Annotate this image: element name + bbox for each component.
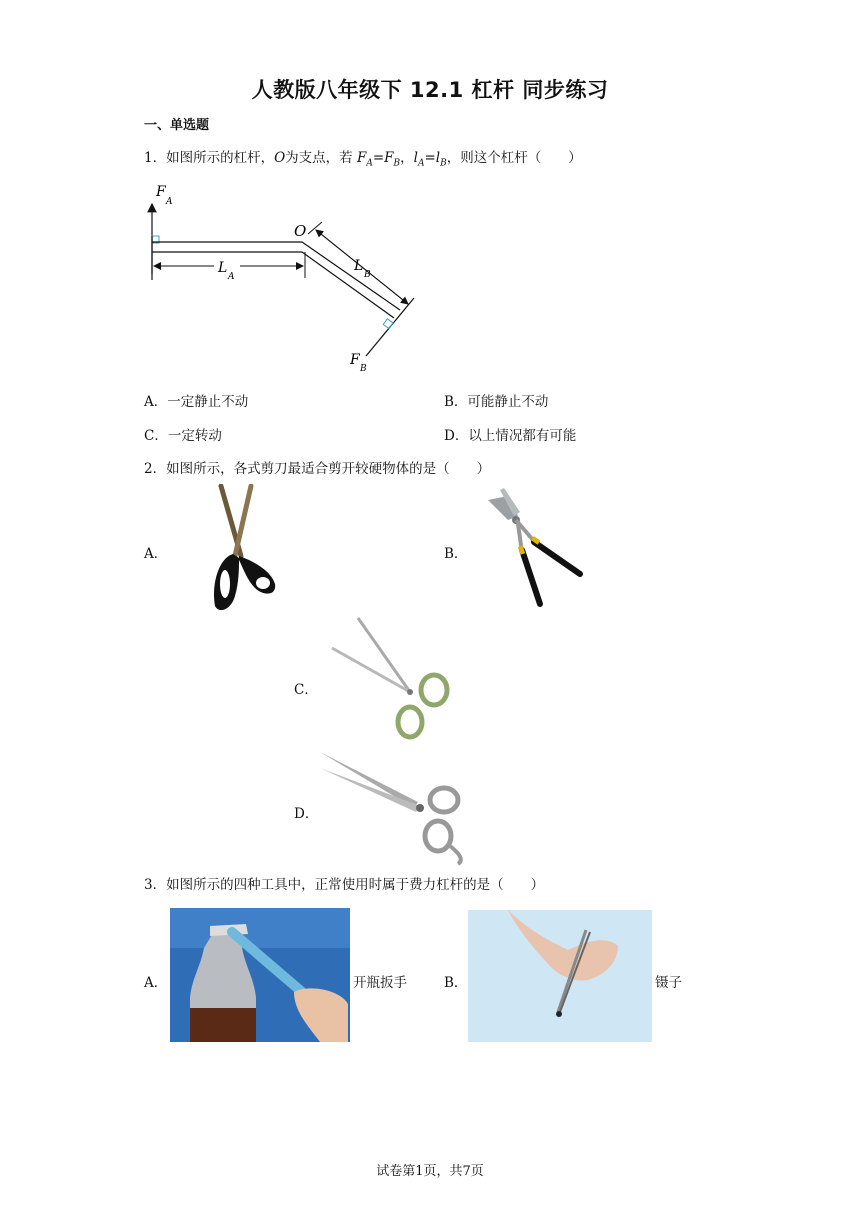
q3-option-a-caption: 开瓶扳手	[353, 975, 407, 991]
force-b-sub: B	[360, 364, 367, 374]
q2-option-d-label[interactable]: D．	[294, 806, 319, 822]
page-footer: 试卷第1页，共7页	[376, 1164, 484, 1179]
q1-sub-a2: A	[417, 158, 425, 169]
lb-label: L	[354, 258, 364, 274]
question-3-stem: 3．如图所示的四种工具中，正常使用时属于费力杠杆的是（ ）	[144, 877, 545, 893]
q1-l2: l	[435, 150, 441, 166]
q1-text-2: 为支点，若	[285, 150, 353, 166]
section-heading: 一、单选题	[144, 118, 210, 133]
q2-option-a-label[interactable]: A．	[144, 546, 168, 562]
q1-f2: F	[384, 150, 394, 166]
lb-tick-top	[308, 222, 322, 234]
right-angle-b	[383, 319, 393, 329]
question-2-stem: 2．如图所示，各式剪刀最适合剪开较硬物体的是（ ）	[144, 461, 491, 477]
q1-f: F	[356, 150, 367, 166]
q1-number: 1．	[144, 150, 167, 166]
question-1-stem	[144, 146, 582, 169]
force-b-label: F	[350, 352, 360, 368]
q1-pivot-o: O	[274, 150, 286, 166]
q1-sub-a: A	[366, 158, 373, 169]
page-title: 人教版八年级下 12.1 杠杆 同步练习	[251, 78, 609, 102]
q1-text-1: 如图所示的杠杆，	[166, 150, 275, 166]
q1-eq: =	[372, 150, 385, 166]
q1-option-c[interactable]: C．一定转动	[144, 428, 222, 444]
pivot-label: O	[294, 222, 307, 240]
q1-text-3: ，则这个杠杆（ ）	[446, 150, 582, 166]
la-label: L	[218, 260, 228, 276]
tweezers-image[interactable]	[468, 910, 652, 1042]
q1-eq2: =	[424, 150, 436, 166]
q1-l: l	[413, 150, 418, 166]
la-sub: A	[228, 272, 235, 282]
scissors-d-image[interactable]	[318, 750, 468, 868]
scissors-b-image[interactable]	[478, 486, 588, 610]
q3-option-a-label[interactable]: A．	[144, 975, 168, 991]
bottle-opener-image[interactable]	[170, 908, 350, 1042]
q1-option-b[interactable]: B．可能静止不动	[444, 394, 549, 410]
scissors-c-image[interactable]	[330, 616, 454, 744]
q3-option-b-label[interactable]: B．	[444, 975, 468, 991]
q1-sep: ，	[400, 150, 414, 166]
q1-sub-b: B	[393, 158, 401, 169]
q3-option-b-caption: 镊子	[655, 975, 682, 991]
force-a-label: F	[156, 184, 166, 200]
scissors-a-image[interactable]	[205, 484, 285, 616]
lever-diagram	[130, 180, 440, 380]
q1-option-d[interactable]: D．以上情况都有可能	[444, 428, 577, 444]
q1-sub-b2: B	[440, 158, 447, 169]
q2-option-c-label[interactable]: C．	[294, 682, 318, 698]
force-a-sub: A	[166, 197, 173, 207]
lb-sub: B	[364, 270, 371, 280]
q1-option-a[interactable]: A．一定静止不动	[144, 394, 249, 410]
q2-option-b-label[interactable]: B．	[444, 546, 468, 562]
